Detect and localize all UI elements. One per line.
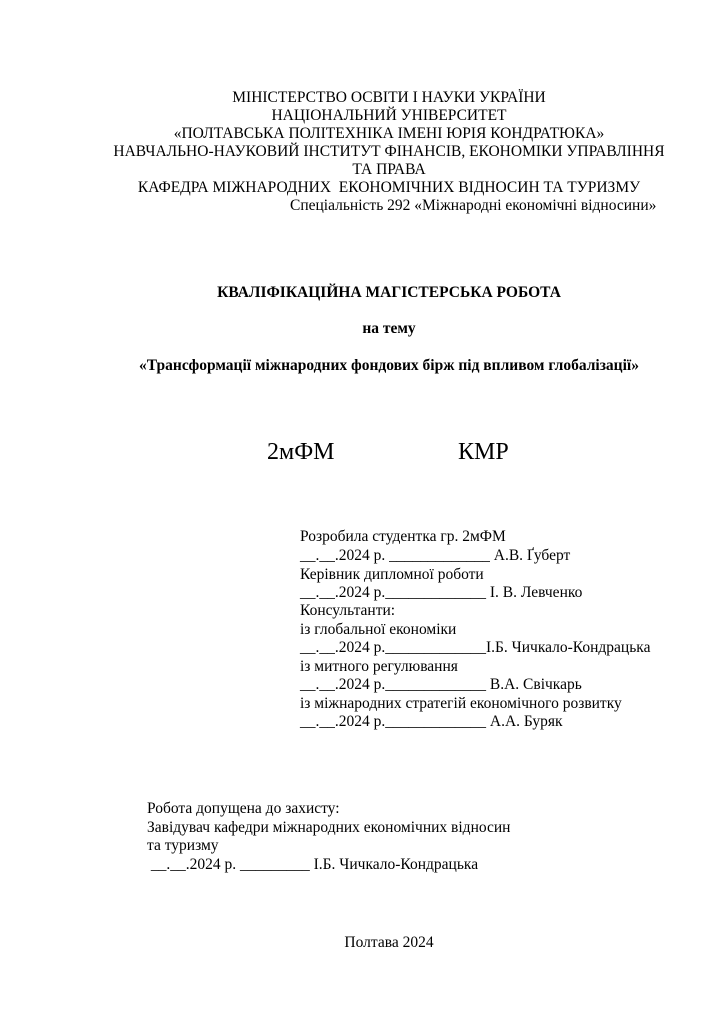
admission-line: та туризму [147,837,219,854]
signature-line: із митного регулювання [300,658,458,675]
group-code: 2мФМ [267,439,335,465]
specialty-line: Спеціальність 292 «Міжнародні економічні відносини» [290,197,657,214]
department-line: КАФЕДРА МІЖНАРОДНИХ ЕКОНОМІЧНИХ ВІДНОСИН ТА ТУРИЗМУ [137,179,641,196]
signature-line: Консультанти: [300,602,396,619]
signature-line: Керівник дипломної роботи [300,566,484,583]
signature-line: __.__.2024 р._____________ В.А. Свічкарь [300,676,582,693]
city-year: Полтава 2024 [344,934,434,951]
admission-line: __.__.2024 р. _________ І.Б. Чичкало-Кондрацька [147,856,479,873]
admission-line: Робота допущена до захисту: [147,800,340,817]
institute-line-2: ТА ПРАВА [352,161,426,178]
topic-title: «Трансформації міжнародних фондових бірж під впливом глобалізації» [139,357,639,374]
ministry-line: МІНІСТЕРСТВО ОСВІТИ І НАУКИ УКРАЇНИ [232,89,546,106]
university-line-2: «ПОЛТАВСЬКА ПОЛІТЕХНІКА ІМЕНІ ЮРІЯ КОНДРАТЮКА» [173,125,605,142]
signature-line: __.__.2024 р._____________ І. В. Левченко [300,584,583,601]
admission-line: Завідувач кафедри міжнародних економічних відносин [147,819,511,836]
signature-line: __.__.2024 р._____________І.Б. Чичкало-Кондрацька [300,639,651,656]
work-type-code: КМР [458,439,509,465]
work-type-title: КВАЛІФІКАЦІЙНА МАГІСТЕРСЬКА РОБОТА [217,284,561,301]
signature-line: Розробила студентка гр. 2мФМ [300,528,506,545]
signature-line: із міжнародних стратегій економічного розвитку [300,695,622,712]
signature-line: __.__.2024 р._____________ А.А. Буряк [300,713,563,730]
signature-line: __.__.2024 р. _____________ А.В. Ґуберт [300,547,571,564]
signature-line: із глобальної економіки [300,621,457,638]
on-topic-label: на тему [362,320,416,337]
institute-line-1: НАВЧАЛЬНО-НАУКОВИЙ ІНСТИТУТ ФІНАНСІВ, ЕКОНОМІКИ УПРАВЛІННЯ [113,143,665,160]
university-line-1: НАЦІОНАЛЬНИЙ УНІВЕРСИТЕТ [271,107,507,124]
